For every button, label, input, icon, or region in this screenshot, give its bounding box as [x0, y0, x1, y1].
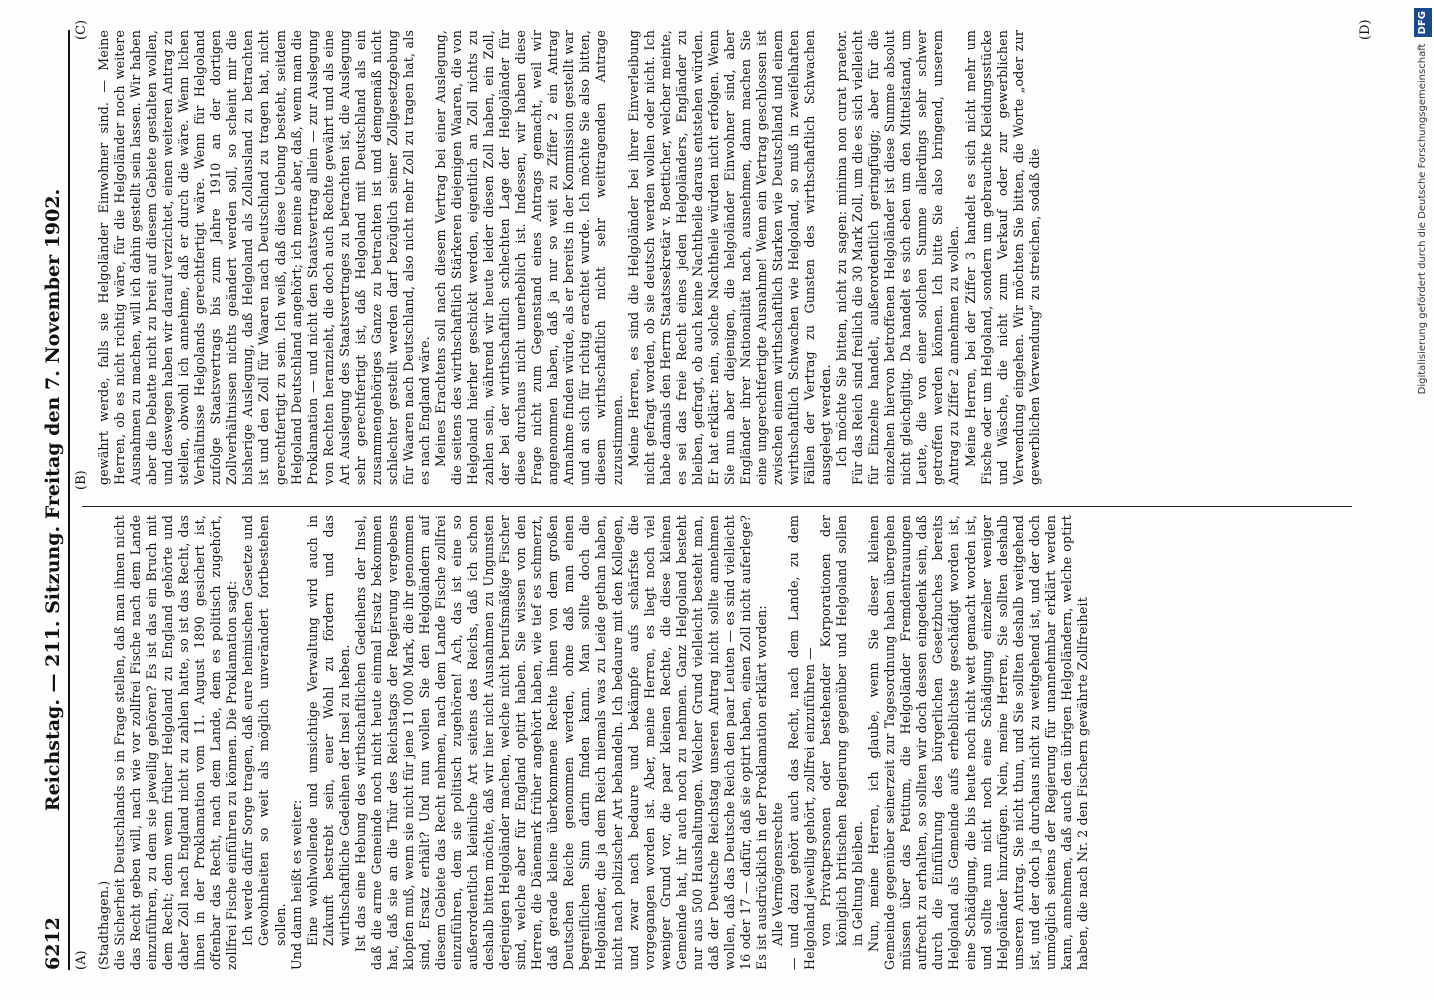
paragraph: Ich möchte Sie bitten, nicht zu sagen: minima non curat praetor. Für das Reich sind freilich die 30 Mark Zoll, um die es sich vielleicht für Einzelne handelt, außerordentlich geringfügig; aber für die einzelnen hiervon betroffenen Helgoländer ist diese Summe absolut nicht gleichgiltig. Da handelt es sich eben um den Mittelstand, um Leute, die von einer solchen Summe allerdings sehr schwer getroffen werden können. Ich bitte Sie also bringend, unserem Antrag zu Ziffer 2 annehmen zu wollen. [834, 30, 962, 485]
paragraph: Meines Erachtens soll nach diesem Vertrag bei einer Auslegung, die seitens des wirthschaftlich Stärkeren diejenigen Waaren, die von Helgoland hierher geschickt werden, eigentlich an Zoll nichts zu zahlen sein, während wir heute leider diesen Zoll haben, ein Zoll, der bei der wirthschaftlich schlechten Lage der Helgoländer für diese durchaus nicht unerheblich ist. Indessen, wir haben diese Frage nicht zum Gegenstand eines Antrags gemacht, weil wir angenommen haben, daß ja nur so weit zu Ziffer 2 ein Antrag Annahme finden würde, als er bereits in der Kommission gestellt war und an sich für richtig erachtet wurde. Ich möchte Sie also bitten, diesem wirthschaftlich nicht sehr weittragenden Antrage zuzustimmen. [432, 30, 625, 485]
digitization-credit: Digitalisierung gefördert durch die Deutsche Forschungsgemeinschaft [1417, 43, 1428, 395]
text-column-right [96, 30, 1346, 485]
margin-marker-b: (B) [74, 470, 89, 490]
quote-paragraph: Ich werde dafür Sorge tragen, daß eure heimischen Gesetze und Gewohnheiten so weit als möglich unverändert fortbestehen sollen. [240, 515, 288, 946]
digitization-note [1414, 8, 1432, 988]
margin-marker-a: (A) [74, 950, 89, 970]
dfg-logo: DFG [1414, 8, 1432, 37]
paragraph: gewährt werde, falls sie Helgoländer Einwohner sind. — Meine Herren, ob es nicht richtig wäre, für die Helgoländer noch weitere Ausnahmen zu machen, will ich dahin gestellt sein lassen. Wir haben aber die Debatte nicht zu breit auf diesem Gebiete gestalten wollen, und deswegen haben wir darauf verzichtet, einen weiteren Antrag zu stellen, obwohl ich annehme, daß er durch die wäre. Wenn lichen Verhältnisse Helgolands gerechtfertigt wäre. Wenn für Helgoland zufolge Staatsvertrags bis zum Jahre 1910 an der dortigen Zollverhältnissen nichts geändert werden soll, so scheint mir die bisherige Auslegung, daß Helgoland als Zollausland zu betrachten ist und den Zoll für Waaren nach Deutschland zu tragen hat, nicht gerechtfertigt zu sein. Ich weiß, daß diese Uebung besteht, seitdem Helgoland Deutschland angehört; ich meine aber, daß, wenn man die Proklamation — und nicht den Staatsvertrag allein — zur Auslegung von Rechten heranzieht, die doch auch Rechte gewährt und als eine Art Auslegung des Staatsvertrages zu betrachten ist, die Auslegung sehr gerechtfertigt ist, daß Helgoland mit Deutschland als ein zusammengehöriges Ganze zu betrachten ist und demgemäß nicht schlechter gestellt werden darf bezüglich seiner Zollgesetzgebung für Waaren nach Deutschland, also nicht mehr Zoll zu tragen hat, als es nach England wäre. [96, 30, 432, 485]
paragraph: Meine Herren, es sind die Helgoländer bei ihrer Einverleibung nicht gefragt worden, ob sie deutsch werden wollen oder nicht. Ich habe damals den Herrn Staatssekretär v. Boetticher, welcher meinte, es sei das freie Recht eines jeden Helgoländers, Engländer zu bleiben, gefragt, ob auch keine Nachtheile daraus entstehen würden. Er hat erklärt: nein, solche Nachtheile würden nicht erfolgen. Wenn Sie nun aber diejenigen, die helgoländer Einwohner sind, aber Engländer ihrer Nationalität nach, ausnehmen, dann machen Sie eine ungerechtfertigte Ausnahme! Wenn ein Vertrag geschlossen ist zwischen einem wirthschaftlich Starken wie Deutschland und einem wirthschaftlich Schwachen wie Helgoland, so muß in zweifelhaften Fällen der Vertrag zu Gunsten des wirthschaftlich Schwachen ausgelegt werden. [625, 30, 834, 485]
quote-paragraph: von Privatpersonen oder bestehender Korporationen der königlich britischen Regierung gegenüber und Helgoland sollen in Geltung bleiben. [818, 515, 866, 946]
page-header [40, 30, 70, 970]
quote-paragraph: Alle Vermögensrechte [769, 802, 785, 946]
margin-marker-d: (D) [1358, 19, 1373, 40]
speaker-label: (Stadthagen.) [96, 880, 111, 970]
text-column-left [96, 515, 1346, 970]
page-number: 6212 [42, 917, 64, 970]
paragraph: Nun, meine Herren, ich glaube, wenn Sie dieser kleinen Gemeinde gegenüber seinerzeit zur Tagesordnung haben übergehen müssen über das Petitum, die Helgoländer Fremdentrauungen aufrecht zu erhalten, so sollten wir doch dessen eingedenk sein, daß durch die Einführung des bürgerlichen Gesetzbuches bereits Helgoland als Gemeinde aufs erheblichste geschädigt worden ist, eine Schädigung, die bis heute noch nicht wett gemacht worden ist, und sollte nun nicht noch eine Schädigung einzelner weniger Helgoländer hinzufügen. Nein, meine Herren, Sie sollten deshalb unseren Antrag. Sie nicht thun, und Sie sollten deshalb weitgehend ist, und der doch ja durchaus nicht zu weitgehend ist, und der doch unmöglich seitens der Regierung für unannehmbar erklärt werden kann, annehmen, daß auch den übrigen Helgoländern, welche optirt haben, die nach Nr. 2 den Fischern gewährte Zollfreiheit [866, 515, 1090, 970]
column-divider [82, 506, 1352, 507]
running-title: Reichstag. — 211. Sitzung. Freitag den 7. November 1902. [42, 188, 64, 812]
paragraph: Und dann heißt es weiter: [288, 799, 304, 970]
paragraph: die Sicherheit Deutschlands so in Frage stellen, daß man ihnen nicht das Recht geben will, nach wie vor zollfrei Fische nach dem Lande einzuführen, zu dem sie jeweilig gehören? Es ist das ein Bruch mit dem Recht; denn wenn früher Helgoland zu England gehörte und daher Zoll nach England nicht zu zahlen hatte, so ist das Recht, das ihnen in der Proklamation vom 11. August 1890 gesichert ist, offenbar das Recht, nach dem Lande, dem es politisch zugehört, zollfrei Fische einführen zu können. Die Proklamation sagt: [112, 515, 240, 970]
paragraph: Ist das eine Hebung des wirthschaftlichen Gedeihens der Insel, daß die arme Gemeinde noch nicht heute einmal Ersatz bekommen hat, daß sie an die Thür des Reichstags der Regierung vergebens klopfen muß, wenn sie nicht für jene 11 000 Mark, die ihr genommen sind, Ersatz erhält? Und nun wollen Sie den Helgoländern auf diesem Gebiete das Recht nehmen, nach dem Lande Fische zollfrei einzuführen, dem sie politisch zugehören! Ach, das ist eine so außerordentlich kleinliche Art seitens des Reichs, daß ich schon deshalb bitten möchte, daß wir hier nicht Ausnahmen zu Ungunsten derjenigen Helgoländer machen, welche nicht berufsmäßige Fischer sind, welche aber für England optirt haben. Sie wissen von den Herren, die Dänemark früher angehört haben, wie tief es schmerzt, daß gerade kleine überkommene Rechte ihnen von dem großen Deutschen Reiche genommen werden, ohne daß man einen begreiflichen Sinn darin finden kann. Man sollte doch die Helgoländer, die ja dem Reich niemals was zu Leide gethan haben, nicht nach polizischer Art behandeln. Ich bedaure mit den Kollegen, und zwar nach bedaure und bekämpfe aufs schärfste die vorgegangen worden ist. Aber, meine Herren, es liegt noch viel weniger Grund vor, die paar kleinen Rechte, die diese kleinen Gemeinde hat, ihr auch noch zu nehmen. Ganz Helgoland besteht nur aus 500 Haushaltungen. Welcher Grund vielleicht besteht man, daß der Deutsche Reichstag unseren Antrag nicht sollte annehmen wollen, daß das Deutsche Reich den paar Leuten — es sind vielleicht 16 oder 17 — dafür, daß sie optirt haben, einen Zoll nicht auferlege? Es ist ausdrücklich in der Proklamation erklärt worden: [352, 515, 769, 970]
quote-paragraph: Eine wohlwollende und umsichtige Verwaltung wird auch in Zukunft bestrebt sein, euer Wohl zu fördern und das wirthschaftliche Gedeihen der Insel zu heben. [304, 515, 352, 946]
paragraph: — und dazu gehört auch das Recht, nach dem Lande, zu dem Helgoland jeweilig gehört, zollfrei einzuführen — [786, 515, 818, 970]
paragraph: Meine Herren, bei der Ziffer 3 handelt es sich nicht mehr um Fische oder um Helgoland, sondern um gebrauchte Kleidungsstücke und Wäsche, die nicht zum Verkauf oder zur gewerblichen Verwendung eingehen. Wir möchten Sie bitten, die Worte „oder zur gewerblichen Verwendung“ zu streichen, sodaß die [962, 30, 1042, 485]
margin-marker-c: (C) [74, 19, 89, 40]
